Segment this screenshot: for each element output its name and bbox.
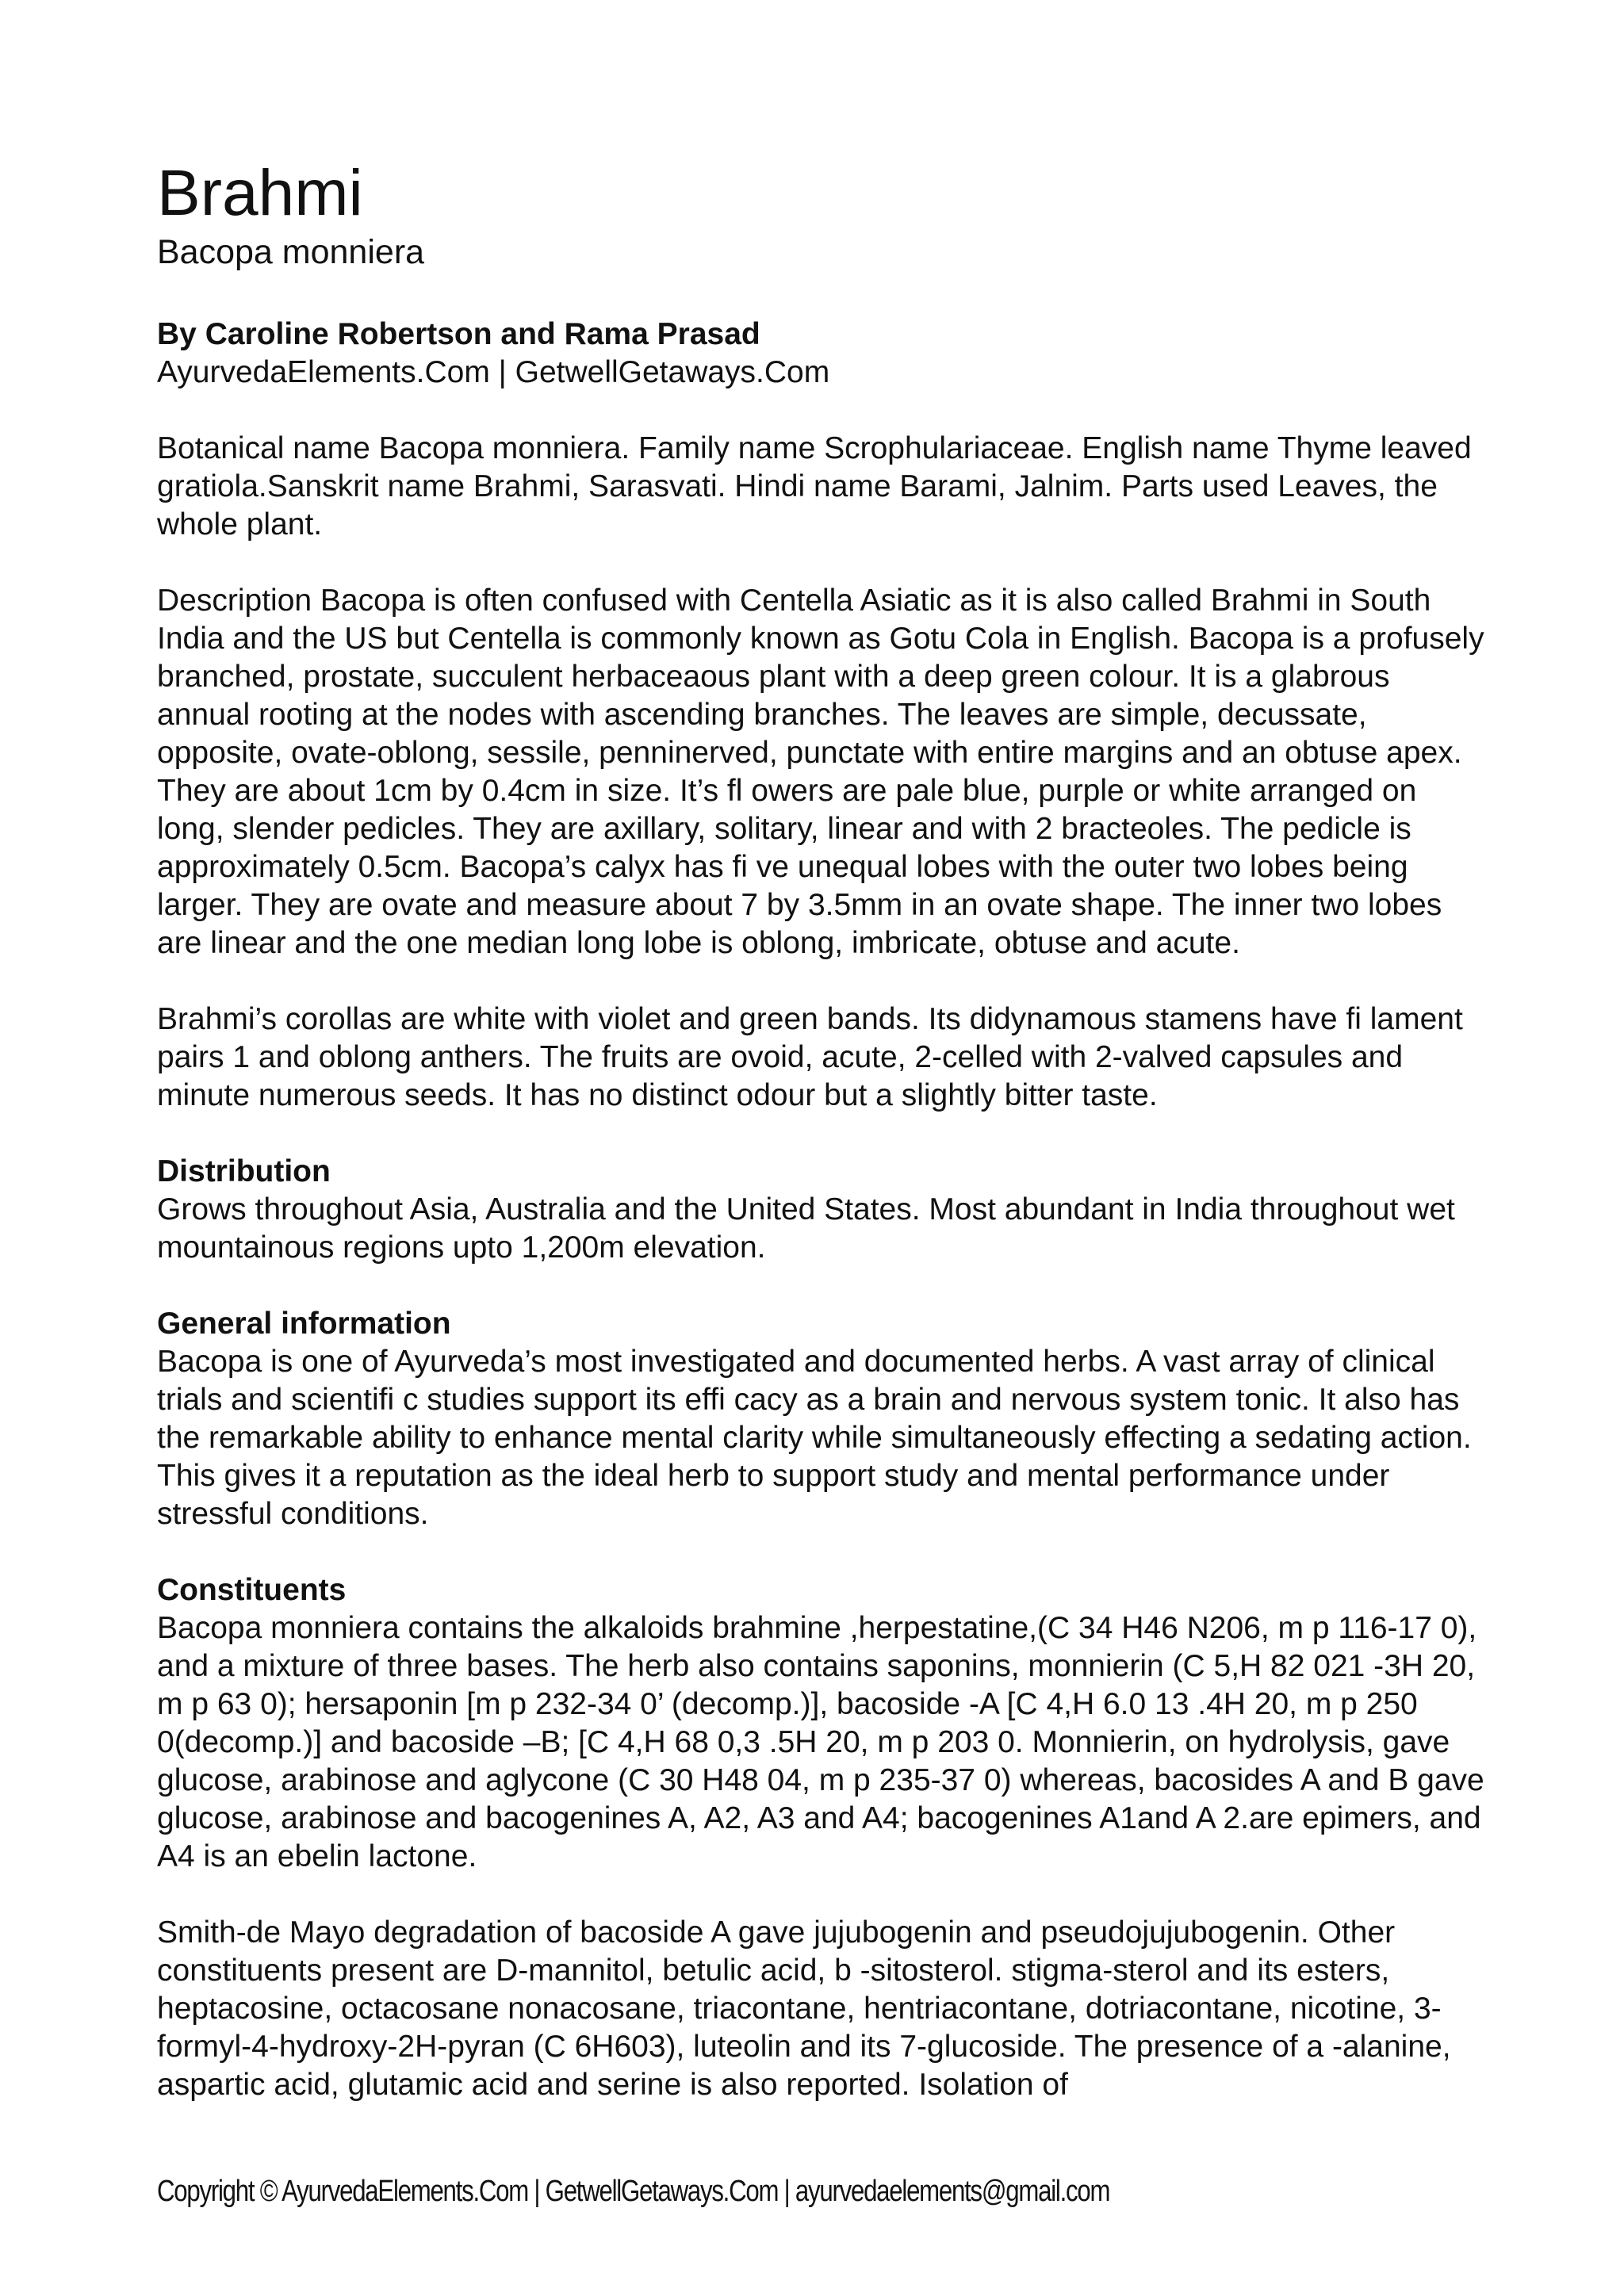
section-general-information (157, 1305, 1489, 1533)
section-text: Bacopa is one of Ayurveda’s most investigated and documented herbs. A vast array of clinical trials and scientifi c studies support its effi cacy as a brain and nervous system tonic. It also has the remarkable ability to enhance mental clarity while simultaneously effecting a sedating action. This gives it a reputation as the ideal herb to support study and mental performance under stressful conditions. (157, 1345, 1472, 1531)
section-constituents (157, 1571, 1489, 1876)
section-distribution (157, 1153, 1489, 1267)
page-subtitle: Bacopa monniera (157, 233, 425, 271)
section-heading: Constituents (157, 1573, 347, 1607)
byline-authors: By Caroline Robertson and Rama Prasad (157, 317, 760, 351)
corollas-paragraph: Brahmi’s corollas are white with violet and green bands. Its didynamous stamens have fi lament pairs 1 and oblong anthers. The fruits are ovoid, acute, 2-celled with 2-valved capsules and minute numerous seeds. It has no distinct odour but a slightly bitter taste. (157, 1002, 1463, 1112)
section-heading: Distribution (157, 1154, 331, 1188)
smith-paragraph: Smith-de Mayo degradation of bacoside A gave jujubogenin and pseudojujubogenin. Other constituents present are D-mannitol, betulic acid, b -sitosterol. stigma-sterol and its esters, heptacosine, octacosane nonacosane, triacontane, hentriacontane, dotriacontane, nicotine, 3-formyl-4-hydroxy-2H-pyran (C 6H603), luteolin and its 7-glucoside. The presence of a -alanine, aspartic acid, glutamic acid and serine is also reported. Isolation of (157, 1915, 1451, 2102)
site-links: AyurvedaElements.Com | GetwellGetaways.Com (157, 355, 830, 389)
section-text: Bacopa monniera contains the alkaloids brahmine ,herpestatine,(C 34 H46 N206, m p 116-17 0), and a mixture of three bases. The herb also contains saponins, monnierin (C 5,H 82 021 -3H 20, m p 63 0); hersaponin [m p 232-34 0’ (decomp.)], bacoside -A [C 4,H 6.0 13 .4H 20, m p 250 0(decomp.)] and bacoside –B; [C 4,H 68 0,3 .5H 20, m p 203 0. Monnierin, on hydrolysis, gave glucose, arabinose and aglycone (C 30 H48 04, m p 235-37 0) whereas, bacosides A and B gave glucose, arabinose and bacogenines A, A2, A3 and A4; bacogenines A1and A 2.are epimers, and A4 is an ebelin lactone. (157, 1611, 1484, 1873)
section-heading: General information (157, 1307, 451, 1341)
description-paragraph: Description Bacopa is often confused with Centella Asiatic as it is also called Brahmi in South India and the US but Centella is commonly known as Gotu Cola in English. Bacopa is a profusely branched, prostate, succulent herbaceaous plant with a deep green colour. It is a glabrous annual rooting at the nodes with ascending branches. The leaves are simple, decussate, opposite, ovate-oblong, sessile, penninerved, punctate with entire margins and an obtuse apex. They are about 1cm by 0.4cm in size. It’s fl owers are pale blue, purple or white arranged on long, slender pedicles. They are axillary, solitary, linear and with 2 bracteoles. The pedicle is approximately 0.5cm. Bacopa’s calyx has fi ve unequal lobes with the outer two lobes being larger. They are ovate and measure about 7 by 3.5mm in an ovate shape. The inner two lobes are linear and the one median long lobe is oblong, imbricate, obtuse and acute. (157, 584, 1484, 960)
intro-paragraph: Botanical name Bacopa monniera. Family name Scrophulariaceae. English name Thyme leaved gratiola.Sanskrit name Brahmi, Sarasvati. Hindi name Barami, Jalnim. Parts used Leaves, the whole plant. (157, 431, 1472, 541)
page-footer: Copyright © AyurvedaElements.Com | GetwellGetaways.Com | ayurvedaelements@gmail.com (157, 2175, 1110, 2208)
document-body (157, 155, 1489, 2142)
byline (157, 316, 1489, 354)
section-text: Grows throughout Asia, Australia and the United States. Most abundant in India throughout wet mountainous regions upto 1,200m elevation. (157, 1192, 1455, 1265)
page-title: Brahmi (157, 157, 363, 229)
